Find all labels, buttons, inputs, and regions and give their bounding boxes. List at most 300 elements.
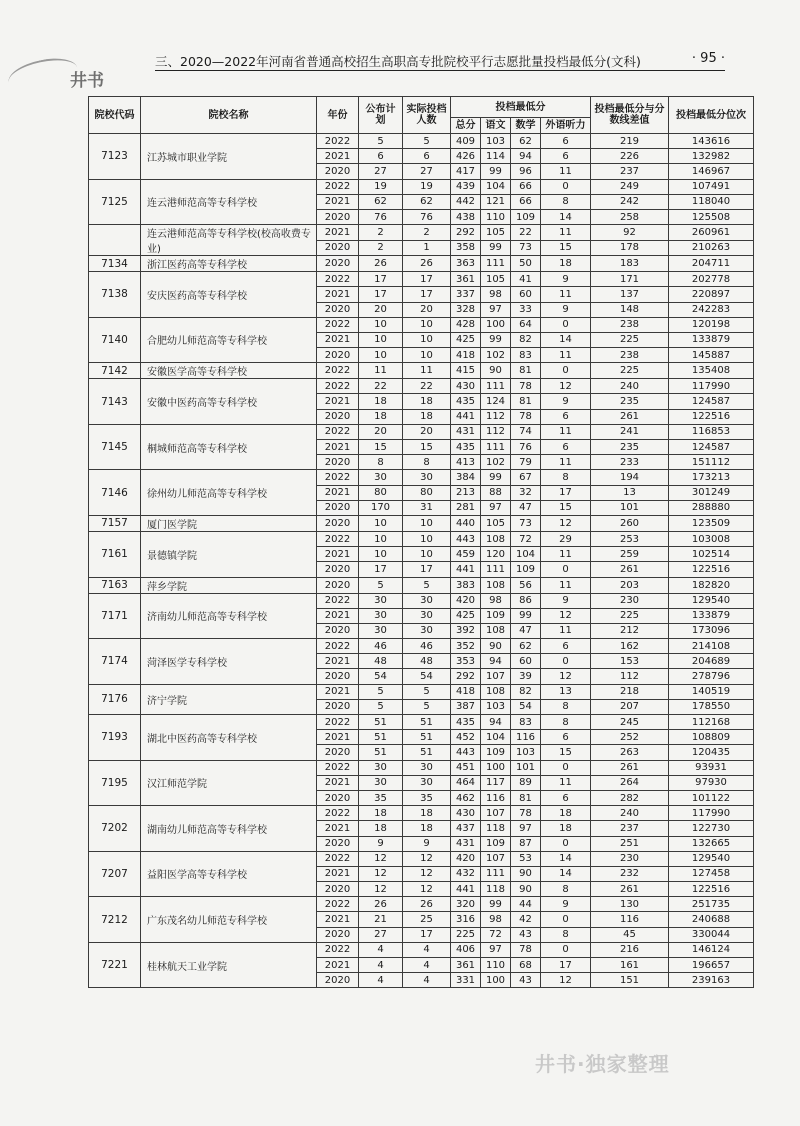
cell-total: 225: [451, 927, 481, 942]
cell-rank: 117990: [669, 806, 754, 821]
cell-foreign: 6: [541, 134, 591, 149]
cell-plan: 76: [359, 209, 403, 224]
cell-total: 337: [451, 287, 481, 302]
cell-foreign: 6: [541, 440, 591, 455]
cell-year: 2020: [317, 562, 359, 577]
cell-math: 73: [511, 240, 541, 256]
cell-plan: 18: [359, 806, 403, 821]
cell-chinese: 98: [481, 593, 511, 608]
cell-year: 2022: [317, 639, 359, 654]
cell-diff: 212: [591, 623, 669, 638]
cell-diff: 92: [591, 225, 669, 241]
cell-math: 60: [511, 287, 541, 302]
cell-chinese: 109: [481, 836, 511, 851]
cell-actual: 17: [403, 272, 451, 287]
cell-total: 439: [451, 179, 481, 194]
school-name: 湖南幼儿师范高等专科学校: [141, 806, 317, 852]
cell-total: 441: [451, 882, 481, 897]
cell-actual: 18: [403, 409, 451, 424]
cell-chinese: 108: [481, 577, 511, 593]
cell-total: 320: [451, 897, 481, 912]
cell-rank: 127458: [669, 866, 754, 881]
cell-foreign: 11: [541, 287, 591, 302]
cell-total: 435: [451, 440, 481, 455]
school-name: 连云港师范高等专科学校: [141, 179, 317, 225]
cell-total: 425: [451, 332, 481, 347]
cell-chinese: 108: [481, 531, 511, 546]
table-row: [89, 179, 754, 194]
cell-plan: 10: [359, 547, 403, 562]
cell-year: 2020: [317, 577, 359, 593]
cell-actual: 5: [403, 684, 451, 699]
cell-actual: 76: [403, 209, 451, 224]
table-body: [89, 134, 754, 988]
cell-foreign: 0: [541, 836, 591, 851]
cell-actual: 12: [403, 882, 451, 897]
cell-year: 2022: [317, 363, 359, 379]
table-row: [89, 470, 754, 485]
cell-diff: 225: [591, 608, 669, 623]
cell-math: 39: [511, 669, 541, 684]
cell-year: 2022: [317, 379, 359, 394]
cell-actual: 35: [403, 790, 451, 805]
cell-chinese: 98: [481, 912, 511, 927]
cell-chinese: 100: [481, 317, 511, 332]
cell-year: 2021: [317, 194, 359, 209]
cell-year: 2022: [317, 760, 359, 775]
school-code: 7221: [89, 942, 141, 988]
school-code: 7142: [89, 363, 141, 379]
cell-chinese: 111: [481, 866, 511, 881]
cell-diff: 235: [591, 394, 669, 409]
cell-total: 316: [451, 912, 481, 927]
cell-rank: 240688: [669, 912, 754, 927]
cell-total: 213: [451, 485, 481, 500]
cell-total: 409: [451, 134, 481, 149]
cell-foreign: 0: [541, 760, 591, 775]
cell-total: 358: [451, 240, 481, 256]
cell-rank: 239163: [669, 973, 754, 988]
cell-rank: 135408: [669, 363, 754, 379]
cell-foreign: 11: [541, 547, 591, 562]
cell-diff: 137: [591, 287, 669, 302]
cell-diff: 240: [591, 379, 669, 394]
cell-chinese: 117: [481, 775, 511, 790]
cell-actual: 17: [403, 287, 451, 302]
table-row: [89, 515, 754, 531]
col-actual-header: 实际投档人数: [403, 97, 451, 134]
cell-plan: 4: [359, 973, 403, 988]
cell-actual: 15: [403, 440, 451, 455]
cell-plan: 18: [359, 394, 403, 409]
cell-actual: 18: [403, 806, 451, 821]
table-row: [89, 715, 754, 730]
cell-chinese: 112: [481, 409, 511, 424]
cell-rank: 210263: [669, 240, 754, 256]
table-row: [89, 760, 754, 775]
cell-plan: 12: [359, 866, 403, 881]
col-chinese-header: 语文: [481, 118, 511, 134]
cell-math: 74: [511, 424, 541, 439]
cell-total: 420: [451, 851, 481, 866]
cell-actual: 46: [403, 639, 451, 654]
cell-foreign: 18: [541, 806, 591, 821]
cell-rank: 278796: [669, 669, 754, 684]
cell-total: 443: [451, 745, 481, 760]
cell-diff: 245: [591, 715, 669, 730]
cell-actual: 4: [403, 958, 451, 973]
cell-actual: 11: [403, 363, 451, 379]
cell-total: 438: [451, 209, 481, 224]
cell-foreign: 8: [541, 470, 591, 485]
cell-total: 406: [451, 942, 481, 957]
cell-diff: 237: [591, 164, 669, 179]
cell-diff: 207: [591, 699, 669, 714]
cell-total: 430: [451, 806, 481, 821]
table-row: [89, 684, 754, 699]
cell-foreign: 8: [541, 927, 591, 942]
cell-year: 2022: [317, 134, 359, 149]
cell-rank: 202778: [669, 272, 754, 287]
cell-diff: 162: [591, 639, 669, 654]
cell-plan: 54: [359, 669, 403, 684]
cell-plan: 17: [359, 562, 403, 577]
cell-diff: 253: [591, 531, 669, 546]
cell-total: 431: [451, 424, 481, 439]
col-total-header: 总分: [451, 118, 481, 134]
cell-math: 99: [511, 608, 541, 623]
cell-foreign: 0: [541, 317, 591, 332]
school-name: 合肥幼儿师范高等专科学校: [141, 317, 317, 363]
school-code: 7123: [89, 134, 141, 180]
cell-plan: 48: [359, 654, 403, 669]
cell-chinese: 118: [481, 882, 511, 897]
cell-rank: 124587: [669, 394, 754, 409]
cell-rank: 132665: [669, 836, 754, 851]
cell-actual: 51: [403, 745, 451, 760]
cell-total: 464: [451, 775, 481, 790]
cell-chinese: 97: [481, 302, 511, 317]
cell-math: 83: [511, 715, 541, 730]
school-code: 7163: [89, 577, 141, 593]
school-code: 7176: [89, 684, 141, 714]
cell-math: 42: [511, 912, 541, 927]
cell-actual: 80: [403, 485, 451, 500]
cell-foreign: 14: [541, 866, 591, 881]
cell-total: 459: [451, 547, 481, 562]
cell-diff: 263: [591, 745, 669, 760]
school-name: 萍乡学院: [141, 577, 317, 593]
cell-chinese: 104: [481, 179, 511, 194]
cell-rank: 251735: [669, 897, 754, 912]
cell-total: 331: [451, 973, 481, 988]
cell-year: 2021: [317, 149, 359, 164]
cell-math: 116: [511, 730, 541, 745]
cell-foreign: 9: [541, 394, 591, 409]
cell-rank: 122516: [669, 882, 754, 897]
cell-foreign: 6: [541, 149, 591, 164]
cell-plan: 51: [359, 745, 403, 760]
table-row: [89, 256, 754, 272]
school-name: 浙江医药高等专科学校: [141, 256, 317, 272]
cell-rank: 132982: [669, 149, 754, 164]
cell-actual: 26: [403, 897, 451, 912]
cell-plan: 19: [359, 179, 403, 194]
cell-total: 384: [451, 470, 481, 485]
school-code: 7195: [89, 760, 141, 806]
school-code: 7138: [89, 272, 141, 318]
cell-year: 2020: [317, 256, 359, 272]
cell-actual: 30: [403, 608, 451, 623]
col-plan-header: 公布计划: [359, 97, 403, 134]
school-code: 7161: [89, 531, 141, 577]
cell-total: 432: [451, 866, 481, 881]
cell-plan: 5: [359, 577, 403, 593]
cell-year: 2020: [317, 745, 359, 760]
cell-chinese: 112: [481, 424, 511, 439]
cell-chinese: 97: [481, 942, 511, 957]
cell-total: 352: [451, 639, 481, 654]
cell-actual: 48: [403, 654, 451, 669]
cell-diff: 101: [591, 500, 669, 515]
cell-actual: 31: [403, 500, 451, 515]
cell-plan: 8: [359, 455, 403, 470]
cell-year: 2021: [317, 684, 359, 699]
cell-year: 2020: [317, 623, 359, 638]
cell-diff: 261: [591, 882, 669, 897]
cell-math: 78: [511, 942, 541, 957]
cell-actual: 17: [403, 927, 451, 942]
cell-actual: 17: [403, 562, 451, 577]
cell-year: 2022: [317, 531, 359, 546]
cell-math: 90: [511, 882, 541, 897]
cell-actual: 5: [403, 699, 451, 714]
cell-year: 2020: [317, 515, 359, 531]
school-code: [89, 225, 141, 256]
cell-math: 56: [511, 577, 541, 593]
cell-diff: 252: [591, 730, 669, 745]
cell-foreign: 11: [541, 164, 591, 179]
cell-foreign: 12: [541, 973, 591, 988]
cell-year: 2021: [317, 485, 359, 500]
cell-total: 292: [451, 225, 481, 241]
cell-rank: 145887: [669, 348, 754, 363]
school-name: 厦门医学院: [141, 515, 317, 531]
cell-chinese: 94: [481, 715, 511, 730]
cell-plan: 2: [359, 225, 403, 241]
cell-chinese: 99: [481, 332, 511, 347]
cell-chinese: 111: [481, 379, 511, 394]
cell-year: 2022: [317, 851, 359, 866]
cell-actual: 27: [403, 164, 451, 179]
school-code: 7193: [89, 715, 141, 761]
cell-diff: 258: [591, 209, 669, 224]
cell-diff: 230: [591, 851, 669, 866]
cell-chinese: 99: [481, 470, 511, 485]
cell-total: 361: [451, 958, 481, 973]
cell-actual: 6: [403, 149, 451, 164]
cell-diff: 249: [591, 179, 669, 194]
cell-foreign: 11: [541, 225, 591, 241]
cell-rank: 101122: [669, 790, 754, 805]
cell-total: 442: [451, 194, 481, 209]
cell-total: 292: [451, 669, 481, 684]
cell-diff: 203: [591, 577, 669, 593]
school-code: 7143: [89, 379, 141, 425]
cell-math: 78: [511, 379, 541, 394]
cell-actual: 51: [403, 715, 451, 730]
table-row: [89, 272, 754, 287]
school-code: 7171: [89, 593, 141, 639]
cell-plan: 10: [359, 317, 403, 332]
cell-math: 50: [511, 256, 541, 272]
cell-chinese: 104: [481, 730, 511, 745]
cell-year: 2021: [317, 654, 359, 669]
cell-year: 2021: [317, 821, 359, 836]
cell-math: 89: [511, 775, 541, 790]
school-name: 湖北中医药高等专科学校: [141, 715, 317, 761]
cell-rank: 133879: [669, 608, 754, 623]
cell-total: 428: [451, 317, 481, 332]
cell-math: 62: [511, 134, 541, 149]
cell-total: 462: [451, 790, 481, 805]
cell-diff: 259: [591, 547, 669, 562]
cell-plan: 51: [359, 715, 403, 730]
school-name: 安徽医学高等专科学校: [141, 363, 317, 379]
cell-foreign: 0: [541, 363, 591, 379]
cell-total: 281: [451, 500, 481, 515]
footer-watermark: 井书·独家整理: [535, 1052, 670, 1076]
school-name: 益阳医学高等专科学校: [141, 851, 317, 897]
cell-rank: 182820: [669, 577, 754, 593]
page-header: [155, 52, 725, 71]
school-code: 7145: [89, 424, 141, 470]
cell-rank: 242283: [669, 302, 754, 317]
cell-foreign: 18: [541, 256, 591, 272]
cell-math: 78: [511, 409, 541, 424]
cell-total: 417: [451, 164, 481, 179]
col-rank-header: 投档最低分位次: [669, 97, 754, 134]
cell-year: 2022: [317, 897, 359, 912]
table-row: [89, 134, 754, 149]
cell-year: 2021: [317, 440, 359, 455]
school-name: 济宁学院: [141, 684, 317, 714]
cell-rank: 151112: [669, 455, 754, 470]
cell-plan: 18: [359, 821, 403, 836]
cell-chinese: 72: [481, 927, 511, 942]
school-name: 江苏城市职业学院: [141, 134, 317, 180]
cell-year: 2022: [317, 424, 359, 439]
cell-rank: 125508: [669, 209, 754, 224]
cell-actual: 1: [403, 240, 451, 256]
cell-plan: 5: [359, 699, 403, 714]
cell-actual: 19: [403, 179, 451, 194]
cell-rank: 196657: [669, 958, 754, 973]
cell-foreign: 11: [541, 348, 591, 363]
cell-math: 43: [511, 927, 541, 942]
table-row: [89, 363, 754, 379]
cell-total: 413: [451, 455, 481, 470]
cell-year: 2022: [317, 593, 359, 608]
cell-diff: 194: [591, 470, 669, 485]
cell-actual: 10: [403, 547, 451, 562]
school-code: 7140: [89, 317, 141, 363]
school-name: 广东茂名幼儿师范专科学校: [141, 897, 317, 943]
cell-math: 72: [511, 531, 541, 546]
cell-total: 435: [451, 715, 481, 730]
cell-rank: 129540: [669, 593, 754, 608]
cell-plan: 4: [359, 958, 403, 973]
cell-actual: 10: [403, 348, 451, 363]
cell-plan: 2: [359, 240, 403, 256]
cell-math: 82: [511, 332, 541, 347]
cell-total: 361: [451, 272, 481, 287]
cell-rank: 288880: [669, 500, 754, 515]
table-row: [89, 379, 754, 394]
cell-year: 2021: [317, 958, 359, 973]
cell-rank: 143616: [669, 134, 754, 149]
cell-rank: 146967: [669, 164, 754, 179]
cell-plan: 30: [359, 608, 403, 623]
cell-foreign: 14: [541, 209, 591, 224]
cell-foreign: 8: [541, 882, 591, 897]
cell-year: 2021: [317, 866, 359, 881]
cell-plan: 5: [359, 134, 403, 149]
cell-diff: 230: [591, 593, 669, 608]
school-name: 桂林航天工业学院: [141, 942, 317, 988]
cell-foreign: 12: [541, 669, 591, 684]
cell-rank: 103008: [669, 531, 754, 546]
cell-chinese: 107: [481, 669, 511, 684]
cell-math: 83: [511, 348, 541, 363]
cell-math: 53: [511, 851, 541, 866]
cell-rank: 117990: [669, 379, 754, 394]
cell-chinese: 103: [481, 699, 511, 714]
cell-chinese: 88: [481, 485, 511, 500]
cell-plan: 17: [359, 272, 403, 287]
cell-diff: 112: [591, 669, 669, 684]
cell-foreign: 14: [541, 851, 591, 866]
cell-total: 426: [451, 149, 481, 164]
cell-total: 353: [451, 654, 481, 669]
cell-math: 32: [511, 485, 541, 500]
cell-foreign: 15: [541, 500, 591, 515]
cell-rank: 124587: [669, 440, 754, 455]
cell-plan: 46: [359, 639, 403, 654]
cell-diff: 219: [591, 134, 669, 149]
cell-rank: 220897: [669, 287, 754, 302]
cell-foreign: 13: [541, 684, 591, 699]
cell-actual: 51: [403, 730, 451, 745]
cell-total: 441: [451, 562, 481, 577]
cell-rank: 301249: [669, 485, 754, 500]
cell-total: 430: [451, 379, 481, 394]
cell-foreign: 17: [541, 958, 591, 973]
cell-total: 392: [451, 623, 481, 638]
cell-actual: 10: [403, 317, 451, 332]
cell-math: 87: [511, 836, 541, 851]
cell-math: 73: [511, 515, 541, 531]
cell-foreign: 8: [541, 715, 591, 730]
cell-year: 2020: [317, 699, 359, 714]
cell-total: 440: [451, 515, 481, 531]
cell-math: 62: [511, 639, 541, 654]
cell-plan: 27: [359, 927, 403, 942]
cell-chinese: 97: [481, 500, 511, 515]
cell-actual: 26: [403, 256, 451, 272]
cell-plan: 18: [359, 409, 403, 424]
cell-foreign: 12: [541, 515, 591, 531]
